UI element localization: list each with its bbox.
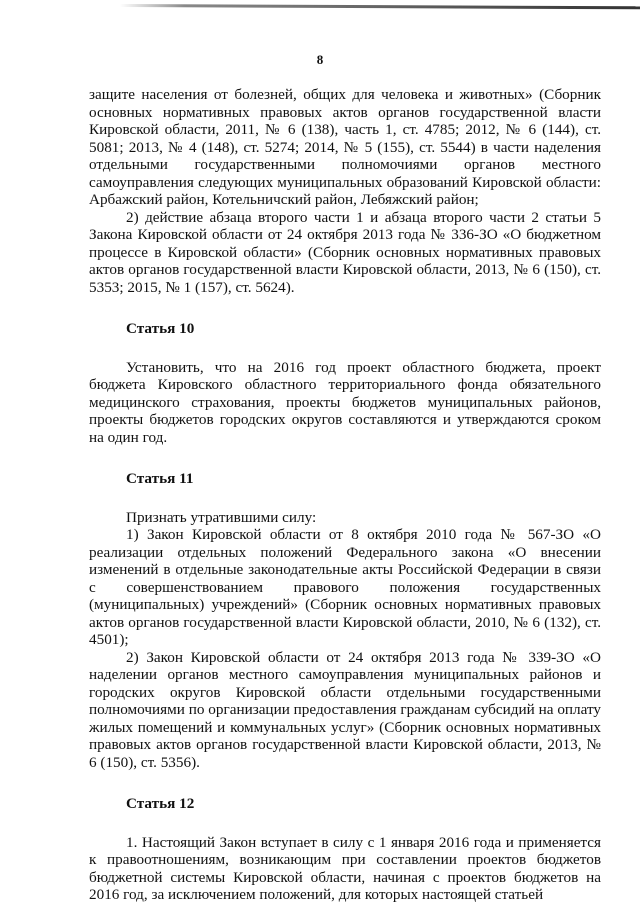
article-heading-10: Статья 10 (126, 320, 195, 337)
page-number: 8 (316, 52, 324, 67)
article-heading-11: Статья 11 (126, 470, 194, 487)
paragraph-article-12-item-1: 1. Настоящий Закон вступает в силу с 1 января 2016 года и применяется к правоотношениям, возникающим при составлении проектов бюджетов бюджетной системы Кировской области, начиная с проектов бюджетов на 2016 год, за исключением положений, для которых настоящей статьей (89, 833, 601, 903)
document-body (89, 86, 601, 904)
paragraph-article-10: Установить, что на 2016 год проект областного бюджета, проект бюджета Кировского областного территориального фонда обязательного медицинского страхования, проекты бюджетов муниципальных районов, проекты бюджетов городских округов составляются и утверждаются сроком на один год. (89, 358, 601, 446)
paragraph-article-11-item-2: 2) Закон Кировской области от 24 октября 2013 года № 339-ЗО «О наделении органов местного самоуправления муниципальных районов и городских округов Кировской области отдельными государственными полномочиями по организации предоставления гражданам субсидий на оплату жилых помещений и коммунальных услуг» (Сборник основных нормативных правовых актов органов государственной власти Кировской области, 2013, № 6 (150), ст. 5356). (89, 648, 601, 771)
paragraph-continuation: защите населения от болезней, общих для человека и животных» (Сборник основных нормативных правовых актов органов государственной власти Кировской области, 2011, № 6 (138), часть 1, ст. 4785; 2012, № 6 (144), ст. 5081; 2013, № 4 (148), ст. 5274; 2014, № 5 (155), ст. 5544) в части наделения отдельными государственными полномочиями органов местного самоуправления следующих муниципальных образований Кировской области: Арбажский район, Котельничский район, Лебяжский район; (89, 86, 601, 208)
scan-edge-line (120, 4, 640, 9)
article-heading-12: Статья 12 (126, 795, 195, 812)
paragraph-article-11-item-1: 1) Закон Кировской области от 8 октября 2010 года № 567-ЗО «О реализации отдельных положений Федерального закона «О внесении изменений в отдельные законодательные акты Российской Федерации в связи с совершенствованием правового положения государственных (муниципальных) учреждений» (Сборник основных нормативных правовых актов органов государственной власти Кировской области, 2010, № 6 (132), ст. 4501); (89, 526, 601, 648)
paragraph-item-2: 2) действие абзаца второго части 1 и абзаца второго части 2 статьи 5 Закона Кировской области от 24 октября 2013 года № 336-ЗО «О бюджетном процессе в Кировской области» (Сборник основных нормативных правовых актов органов государственной власти Кировской области, 2013, № 6 (150), ст. 5353; 2015, № 1 (157), ст. 5624). (89, 208, 601, 296)
paragraph-article-11-intro: Признать утратившими силу: (126, 508, 317, 526)
